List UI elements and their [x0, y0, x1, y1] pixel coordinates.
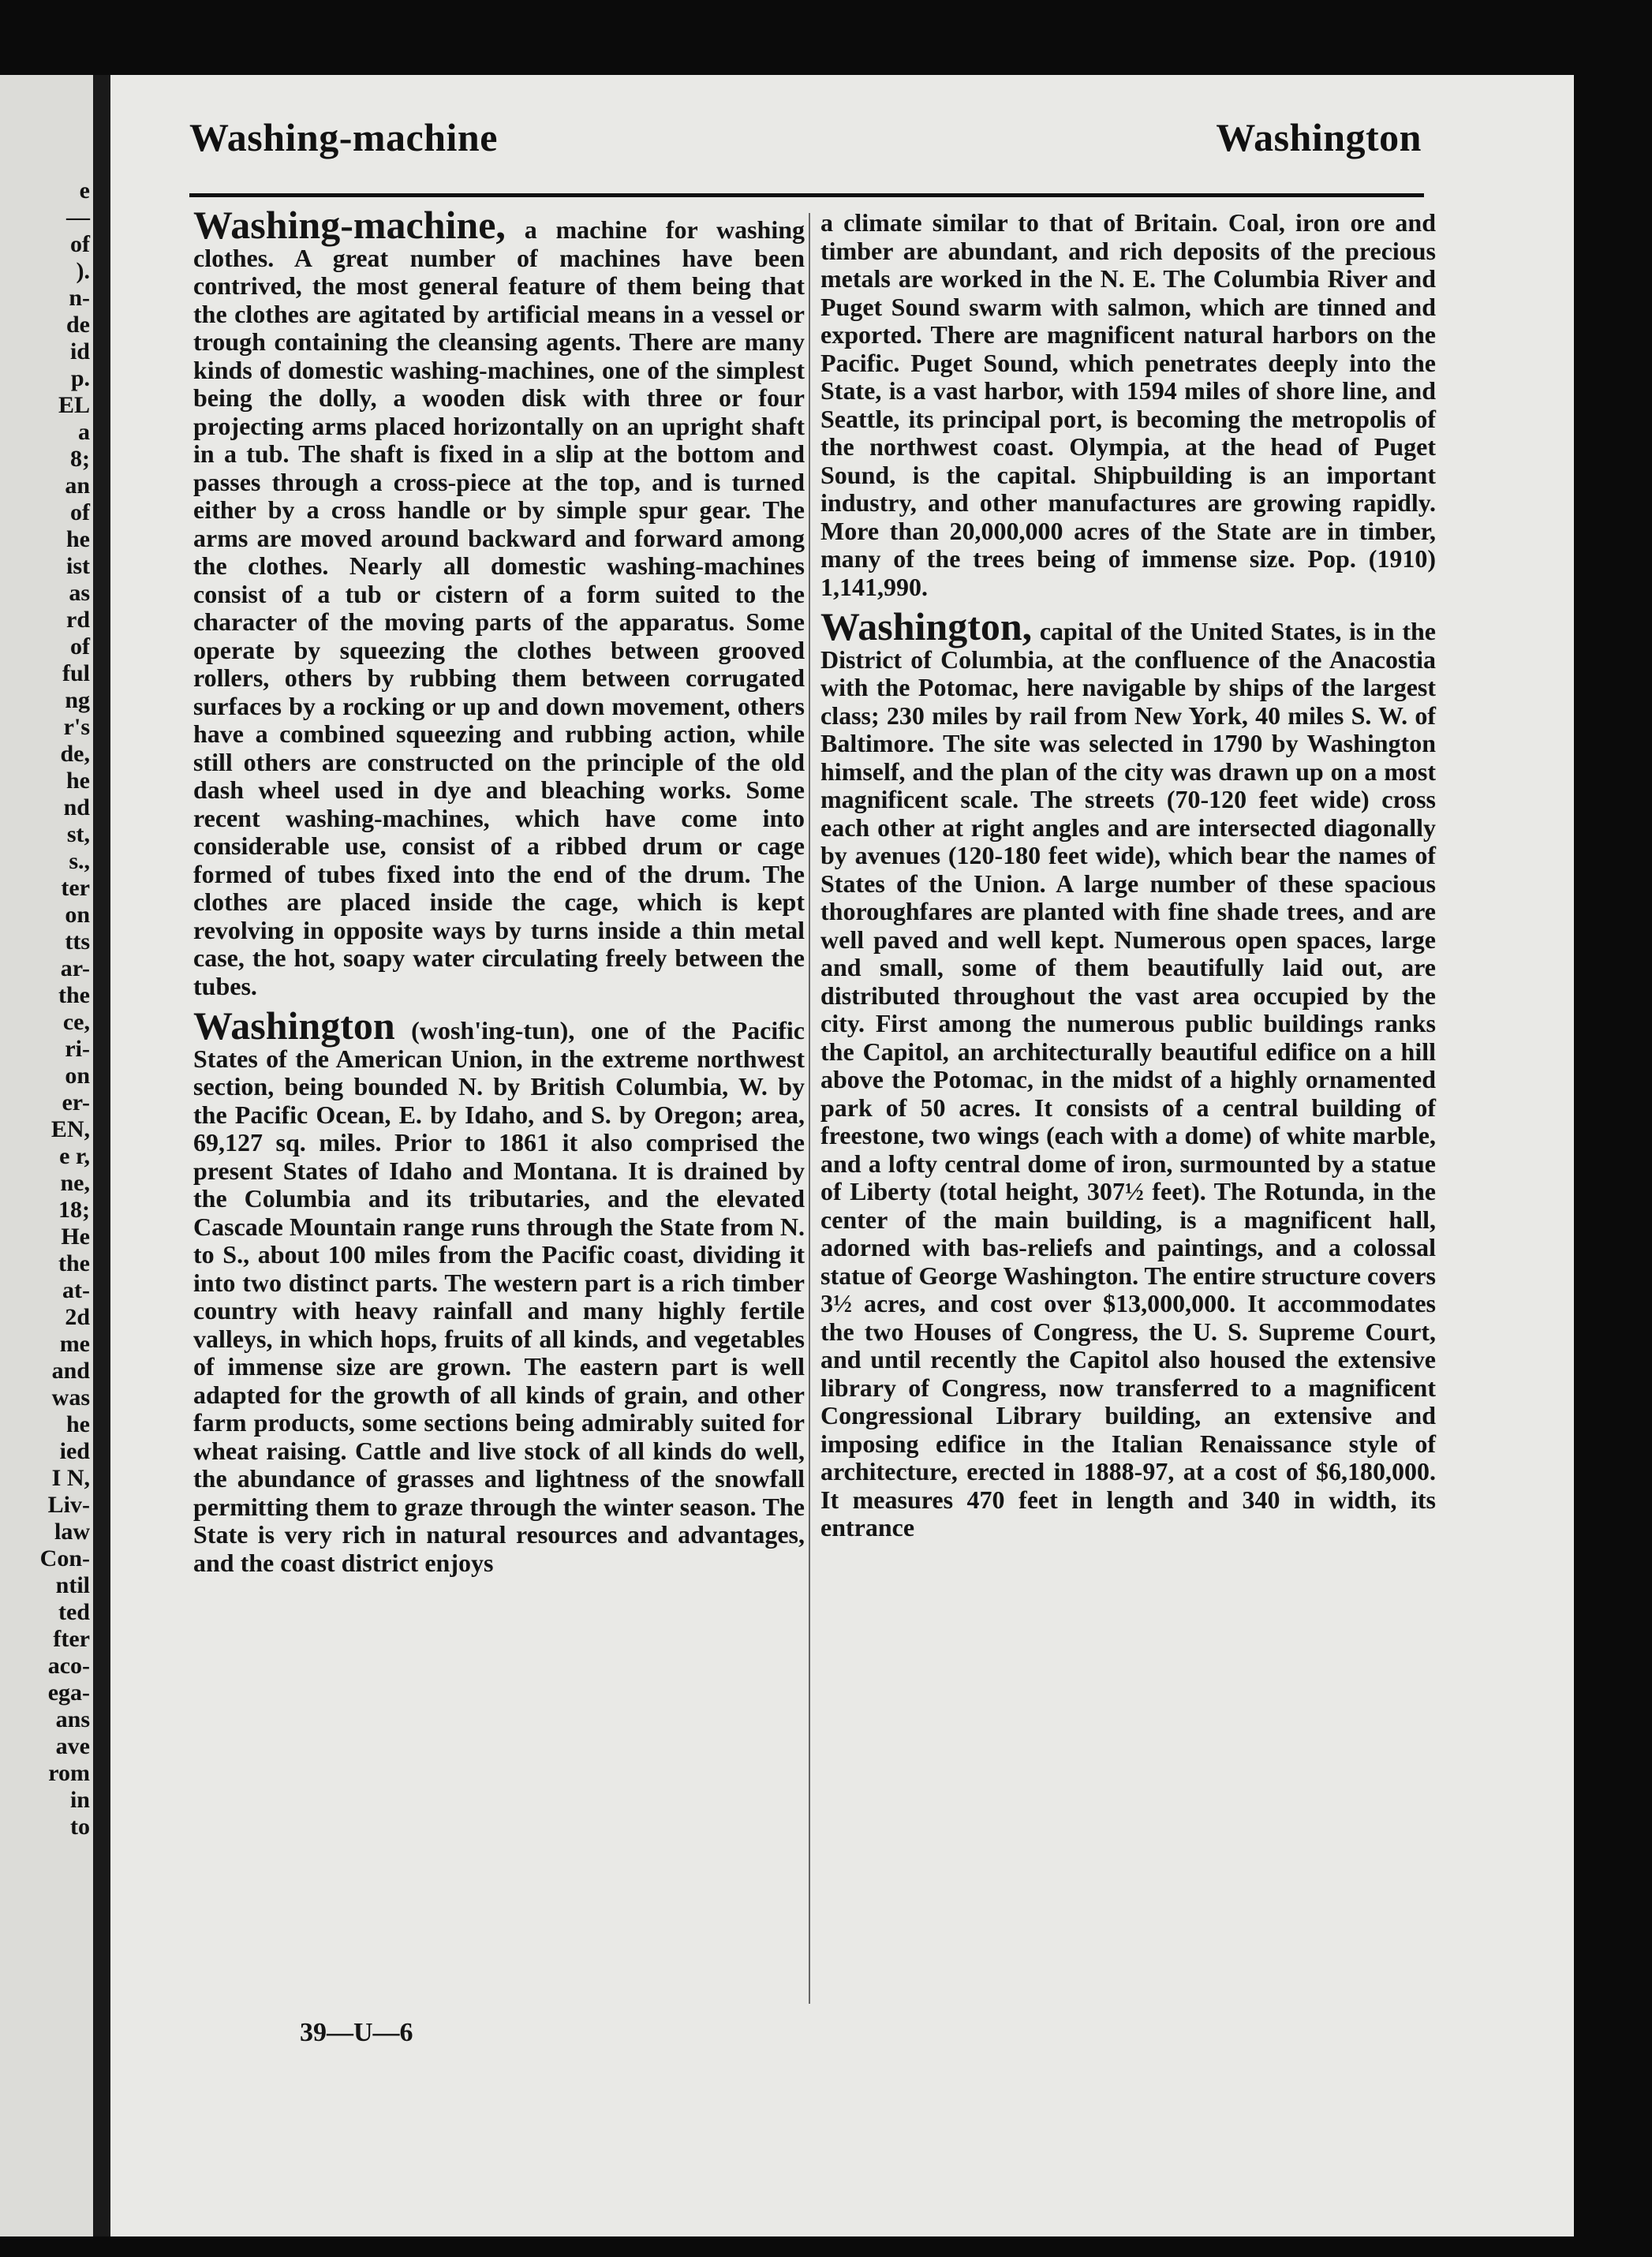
previous-page-fragment: de	[66, 312, 90, 338]
previous-page-fragment: EL	[58, 392, 90, 418]
previous-page-fragment: —	[66, 204, 90, 230]
previous-page-fragment: he	[66, 526, 90, 552]
entry-washington-state	[193, 1003, 805, 1577]
previous-page-fragment: 18;	[58, 1197, 90, 1223]
previous-page-fragment: 2d	[65, 1304, 90, 1330]
previous-page-fragment: 8;	[70, 446, 90, 472]
previous-page-fragment: Con-	[39, 1545, 90, 1571]
previous-page-fragment: ted	[58, 1599, 90, 1625]
previous-page-fragment: at-	[62, 1277, 90, 1303]
entry-term: Washing-machine,	[193, 203, 506, 247]
previous-page-fragment: tts	[65, 929, 90, 955]
previous-page-fragment: I N,	[51, 1465, 90, 1491]
right-column	[820, 209, 1436, 1542]
previous-page-fragment: ful	[62, 660, 90, 686]
previous-page-fragment: He	[61, 1224, 90, 1250]
entry-body: a machine for washing clothes. A great number of machines have been contrived, the most general feature of them being that the clothes are agitated by artificial means in a vessel or trough containing the cleansing agents. There are many kinds of domestic washing-machines, one of the simplest being the dolly, a wooden disk with three or four projecting arms placed horizontally on an upright shaft in a tub. The shaft is fixed in a slip at the bottom and passes through a cross-piece at the top, and is turned either by a cross handle or by simple spur gear. The arms are moved around backward and forward among the clothes. Nearly all domestic washing-machines consist of a tub or cistern of a form suited to the character of the moving parts of the apparatus. Some operate by squeezing the clothes between grooved rollers, others by rubbing them between corrugated surfaces by a rocking or up and down movement, others have a combined squeezing and rubbing action, while still others are constructed on the principle of the old dash wheel used in dye and bleaching works. Some recent washing-machines, which have come into considerable use, consist of a ribbed drum or cage formed of tubes fixed into the end of the drum. The clothes are placed inside the cage, which is kept revolving in opposite ways by turns inside a thin metal case, the hot, soapy water circulating freely between the tubes.	[193, 215, 805, 1000]
previous-page-fragment: ce,	[62, 1009, 90, 1035]
running-head-right: Washington	[1216, 115, 1422, 159]
previous-page-fragments	[0, 177, 93, 1840]
previous-page-fragment: he	[66, 768, 90, 794]
previous-page-fragment: id	[69, 338, 90, 364]
previous-page-fragment: of	[70, 231, 90, 257]
previous-page-fragment: de,	[60, 741, 90, 767]
previous-page-fragment: st,	[66, 821, 90, 847]
previous-page-fragment: s.,	[69, 848, 90, 874]
previous-page-fragment: fter	[53, 1626, 90, 1652]
previous-page-fragment: p.	[70, 365, 90, 391]
entry-body: capital of the United States, is in the District of Columbia, at the confluence of the Anacostia with the Potomac, here navigable by ships of the largest class; 230 miles by rail from New York, 40 miles S. W. of Baltimore. The site was selected in 1790 by Washington himself, and the plan of the city was drawn up on a most magnificent scale. The streets (70-120 feet wide) cross each other at right angles and are intersected diagonally by avenues (120-180 feet wide), which bear the names of States of the Union. A large number of these spacious thoroughfares are planted with fine shade trees, and are well paved and well kept. Numerous open spaces, large and small, some of them beautifully laid out, are distributed throughout the vast area occupied by the city. First among the numerous public buildings ranks the Capitol, an architecturally beautiful edifice on a hill above the Potomac, in the midst of a highly ornamented park of 50 acres. It consists of a central building of freestone, two wings (each with a dome) of white marble, and a lofty central dome of iron, surmounted by a statue of Liberty (total height, 307½ feet). The Rotunda, in the center of the main building, is a magnificent hall, adorned with bas-reliefs and paintings, and a colossal statue of George Washington. The entire structure covers 3½ acres, and cost over $13,000,000. It accommodates the two Houses of Congress, the U. S. Supreme Court, and until recently the Capitol also housed the extensive library of Congress, now transferred to a magnificent Congressional Library building, an extensive and imposing edifice in the Italian Renaissance style of architecture, erected in 1888-97, at a cost of $6,180,000. It measures 470 feet in length and 340 in width, its entrance	[820, 617, 1437, 1541]
previous-page-fragment: er-	[62, 1089, 90, 1115]
previous-page-fragment: me	[59, 1331, 90, 1357]
previous-page-fragment: the	[58, 982, 90, 1008]
previous-page-fragment: ne,	[60, 1170, 90, 1196]
previous-page-fragment: ist	[66, 553, 90, 579]
entry-term: Washington	[193, 1003, 395, 1048]
entry-body: a climate similar to that of Britain. Coal, iron ore and timber are abundant, and rich deposits of the precious metals are worked in the N. E. The Columbia River and Puget Sound swarm with salmon, which are tinned and exported. There are magnificent natural harbors on the Pacific. Puget Sound, which penetrates deeply into the State, is a vast harbor, with 1594 miles of shore line, and Seattle, its principal port, is becoming the metropolis of the northwest coast. Olympia, at the head of Puget Sound, is the capital. Shipbuilding is an important industry, and other manufactures are growing rapidly. More than 20,000,000 acres of the State are in timber, many of the trees being of immense size. Pop. (1910) 1,141,990.	[820, 208, 1436, 601]
previous-page-fragment: ter	[61, 875, 90, 901]
running-head-left: Washing-machine	[189, 115, 498, 159]
previous-page-fragment: nd	[63, 794, 90, 820]
entry-washing-machine	[193, 203, 805, 1000]
entry-body: (wosh'ing-tun), one of the Pacific States of the American Union, in the extreme northwest section, being bounded N. by British Columbia, W. by the Pacific Ocean, E. by Idaho, and S. by Oregon; area, 69,127 sq. miles. Prior to 1861 it also comprised the present States of Idaho and Montana. It is drained by the Columbia and its tributaries, and the elevated Cascade Mountain range runs through the State from N. to S., about 100 miles from the Pacific coast, dividing it into two distinct parts. The western part is a rich timber country with heavy rainfall and many highly fertile valleys, in which hops, fruits of all kinds, and vegetables of immense size are grown. The eastern part is well adapted for the growth of all kinds of grain, and other farm products, some sections being admirably suited for wheat raising. Cattle and live stock of all kinds do well, the abundance of grasses and lightness of the snowfall permitting them to graze through the winter season. The State is very rich in natural resources and advantages, and the coast district enjoys	[193, 1016, 805, 1577]
signature-mark: 39—U—6	[300, 2018, 413, 2047]
previous-page-fragment: a	[78, 419, 90, 445]
previous-page-fragment: on	[65, 902, 90, 928]
entry-washington-state-continued	[820, 209, 1436, 601]
column-divider	[809, 213, 810, 2004]
entry-term: Washington,	[820, 604, 1033, 648]
previous-page-fragment: of	[70, 633, 90, 660]
previous-page-fragment: e r,	[59, 1143, 90, 1169]
previous-page-fragment: ave	[55, 1733, 90, 1759]
previous-page-fragment: ntil	[55, 1572, 90, 1598]
previous-page-fragment: law	[54, 1519, 90, 1545]
previous-page-fragment: EN,	[50, 1116, 90, 1142]
previous-page-fragment: ied	[59, 1438, 90, 1464]
previous-page-fragment: ar-	[60, 955, 90, 981]
previous-page-fragment: he	[66, 1411, 90, 1437]
previous-page-fragment: rd	[66, 607, 90, 633]
previous-page-fragment: ans	[55, 1706, 90, 1732]
previous-page-fragment: as	[69, 580, 90, 606]
previous-page-fragment: was	[51, 1384, 90, 1411]
header-rule	[189, 193, 1424, 197]
previous-page-fragment: ega-	[47, 1680, 90, 1706]
previous-page-fragment: an	[65, 473, 90, 499]
page-gutter	[93, 75, 110, 2236]
previous-page-fragment: n-	[69, 285, 90, 311]
previous-page-fragment: rom	[48, 1760, 90, 1786]
previous-page-edge	[0, 75, 93, 2236]
previous-page-fragment: aco-	[47, 1653, 90, 1679]
previous-page-fragment: ng	[65, 687, 90, 713]
entry-washington-city	[820, 604, 1437, 1542]
previous-page-fragment: ).	[76, 258, 90, 284]
left-column	[193, 203, 805, 1577]
previous-page-fragment: the	[58, 1250, 90, 1276]
previous-page-fragment: e	[79, 177, 90, 204]
previous-page-fragment: Liv-	[47, 1492, 90, 1518]
previous-page-fragment: on	[65, 1063, 90, 1089]
previous-page-fragment: in	[69, 1787, 90, 1813]
previous-page-fragment: ri-	[65, 1036, 90, 1062]
previous-page-fragment: of	[70, 499, 90, 525]
previous-page-fragment: and	[51, 1358, 90, 1384]
previous-page-fragment: to	[70, 1814, 90, 1840]
previous-page-fragment: r's	[63, 714, 90, 740]
